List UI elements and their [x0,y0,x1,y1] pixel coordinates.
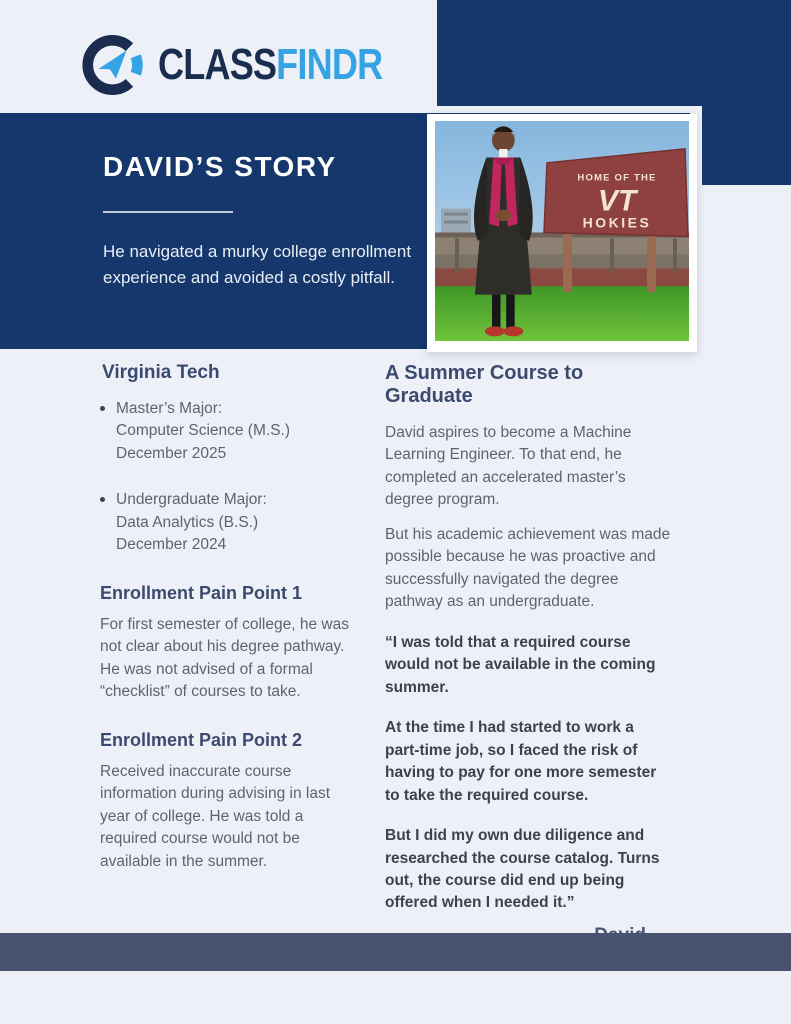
vt-logo-text: VT [597,184,637,218]
quote-paragraph: At the time I had started to work a part-time job, so I faced the risk of having to pay for one more semester to take the required course. [385,719,657,804]
major-line: Master’s Major: [116,400,223,417]
pain-point-2-heading: Enrollment Pain Point 2 [100,729,303,750]
story-paragraph: But his academic achievement was made possible because he was proactive and successfully navigated the degree pathway as an undergraduate. [385,525,671,611]
paper-plane-circle-icon [82,34,144,96]
graduate-photo-scene [435,121,689,341]
footer-bar [0,933,791,971]
quote-paragraph: But I did my own due diligence and researched the course catalog. Turns out, the course did end up being offered when I needed it.” [385,827,660,912]
hero-subtitle: He navigated a murky college enrollment experience and avoided a costly pitfall. [103,242,412,288]
list-item [100,398,352,465]
bullet-dot-icon [100,406,105,411]
sign-bottom-text: HOKIES [582,214,652,231]
major-line: December 2025 [116,444,227,462]
graduate-photo [427,114,697,352]
wordmark-primary: CLASS [158,40,277,89]
vt-hokies-sign [544,149,688,237]
sign-post [563,231,572,293]
sign-top-text: HOME OF THE [577,172,657,184]
major-line: Computer Science (M.S.) [116,422,290,440]
major-line: Data Analytics (B.S.) [116,513,259,531]
classfindr-logo [82,34,432,96]
page-title: DAVID’S STORY [103,151,337,182]
decor-right-edge-block [702,0,791,185]
sign-post [647,232,656,292]
pain-point-1-body: For first semester of college, he was not clear about his degree pathway. He was not advised of a formal “checklist” of courses to take. [100,615,349,701]
classfindr-wordmark [158,40,382,90]
grass-field [435,286,689,341]
left-column [100,362,352,947]
pain-point-2-body: Received inaccurate course information during advising in last year of college. He was told a required course would not be available in the summer. [100,762,331,870]
list-item [100,489,352,556]
story-heading: A Summer Course to Graduate [385,362,584,407]
quote-paragraph: “I was told that a required course would not be available in the coming summer. [385,633,656,696]
school-heading: Virginia Tech [102,362,220,383]
body-columns [100,362,672,947]
major-line: December 2024 [116,536,227,554]
right-column [385,362,672,947]
bullet-dot-icon [100,497,105,502]
pain-point-1-heading: Enrollment Pain Point 1 [100,582,303,603]
title-divider [103,211,233,213]
wordmark-secondary: FINDR [276,40,383,89]
story-paragraph: David aspires to become a Machine Learning Engineer. To that end, he completed an accelerated master’s degree program. [385,424,632,509]
majors-list [100,398,352,557]
major-line: Undergraduate Major: [116,491,267,509]
